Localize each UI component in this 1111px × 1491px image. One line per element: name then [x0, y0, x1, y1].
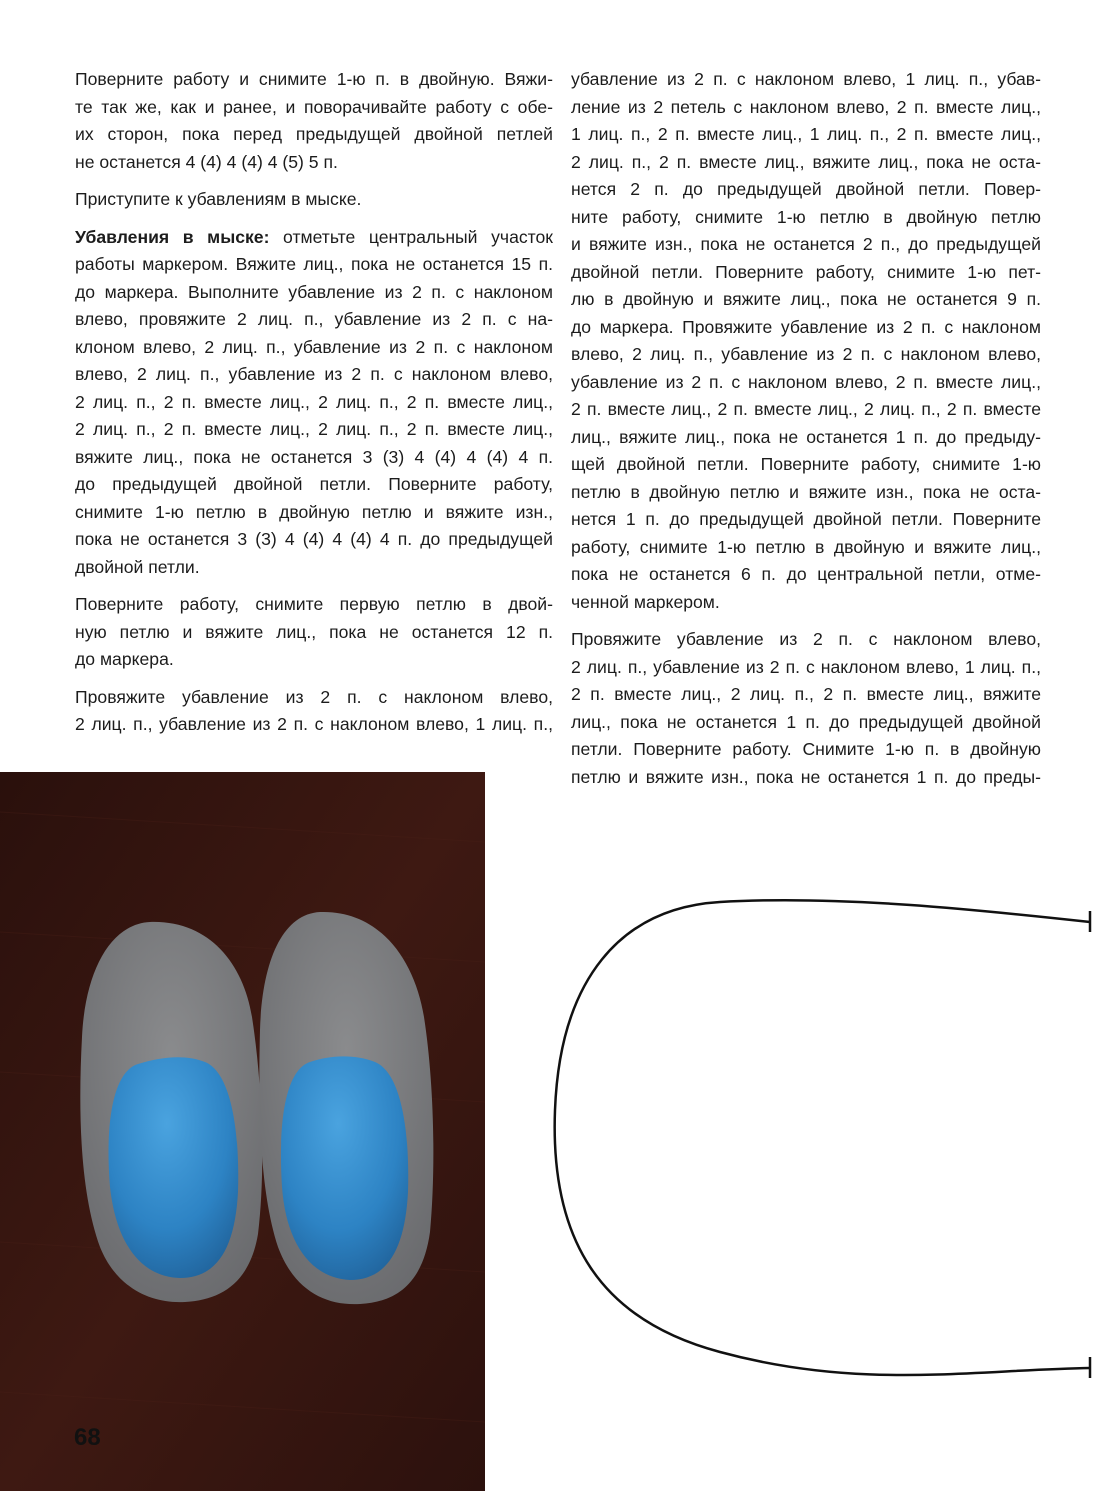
text-line: влево, 2 лиц. п., убавление из 2 п. с наклоном влево,: [571, 344, 1041, 364]
text-line: ните работу, снимите 1-ю петлю в двойную петлю: [571, 206, 1041, 227]
slipper-sole-template: [540, 880, 1100, 1380]
text-line: до маркера.: [75, 649, 174, 669]
text-line: до маркера. Выполните убавление из 2 п. с наклоном: [75, 281, 553, 302]
text-line: нется 1 п. до предыдущей двойной петли. Поверните: [571, 509, 1041, 529]
text-line: убавление из 2 п. с наклоном влево, 1 лиц. п., убав-: [571, 69, 1041, 89]
text-line: работу, снимите 1-ю петлю в двойную и вяжите лиц.,: [571, 536, 1041, 557]
text-fragment: отметьте центральный участок: [269, 226, 553, 247]
right-text-column: [571, 66, 1041, 801]
text-line: Провяжите убавление из 2 п. с наклоном влево,: [75, 686, 553, 707]
page-number: 68: [74, 1424, 101, 1451]
text-line: Поверните работу и снимите 1-ю п. в двойную. Вяжи-: [75, 69, 553, 89]
text-line: Провяжите убавление из 2 п. с наклоном влево,: [571, 629, 1041, 649]
text-line: лиц., пока не останется 1 п. до предыдущей двойной: [571, 711, 1041, 732]
text-line: до маркера. Провяжите убавление из 2 п. с наклоном: [571, 316, 1041, 337]
text-line: Приступите к убавлениям в мыске.: [75, 189, 362, 209]
paragraph: [75, 684, 553, 739]
text-line: двойной петли.: [75, 556, 200, 577]
text-line: влево, 2 лиц. п., убавление из 2 п. с наклоном влево,: [75, 364, 553, 384]
text-line: убавление из 2 п. с наклоном влево, 2 п. вместе лиц.,: [571, 371, 1041, 392]
text-line: до предыдущей двойной петли. Поверните работу,: [75, 474, 553, 494]
text-line: 2 п. вместе лиц., 2 п. вместе лиц., 2 лиц. п., 2 п. вместе: [571, 399, 1041, 419]
slippers-photo: [0, 772, 485, 1491]
text-line: 2 лиц. п., 2 п. вместе лиц., вяжите лиц., пока не оста-: [571, 151, 1041, 172]
text-line: те так же, как и ранее, и поворачивайте работу с обе-: [75, 96, 553, 117]
text-line: петлю и вяжите изн., пока не останется 1 п. до преды-: [571, 766, 1041, 787]
text-line: 2 п. вместе лиц., 2 лиц. п., 2 п. вместе лиц., вяжите: [571, 684, 1041, 704]
paragraph: [571, 66, 1041, 616]
text-line: 2 лиц. п., убавление из 2 п. с наклоном влево, 1 лиц. п.,: [75, 714, 553, 734]
text-line: щей двойной петли. Поверните работу, снимите 1-ю: [571, 454, 1041, 474]
text-line: 2 лиц. п., 2 п. вместе лиц., 2 лиц. п., 2 п. вместе лиц.,: [75, 419, 553, 439]
text-line: 2 лиц. п., убавление из 2 п. с наклоном влево, 1 лиц. п.,: [571, 656, 1041, 677]
paragraph: [75, 224, 553, 582]
paragraph: [75, 66, 553, 176]
left-text-column: [75, 66, 553, 749]
text-line: пока не останется 3 (3) 4 (4) 4 (4) 4 п. до предыдущей: [75, 529, 553, 549]
paragraph: [571, 626, 1041, 791]
text-line: влево, провяжите 2 лиц. п., убавление из 2 п. с на-: [75, 309, 553, 329]
template-outline: [555, 900, 1090, 1375]
text-line: вяжите лиц., пока не останется 3 (3) 4 (4) 4 (4) 4 п.: [75, 446, 553, 467]
text-line: их сторон, пока перед предыдущей двойной петлей: [75, 124, 553, 144]
paragraph: [75, 591, 553, 674]
text-line: пока не останется 6 п. до центральной петли, отме-: [571, 564, 1041, 584]
text-line: [75, 224, 553, 252]
text-line: работы маркером. Вяжите лиц., пока не останется 15 п.: [75, 254, 553, 274]
paragraph: [75, 186, 553, 214]
text-line: ление из 2 петель с наклоном влево, 2 п. вместе лиц.,: [571, 96, 1041, 117]
text-line: нется 2 п. до предыдущей двойной петли. Повер-: [571, 179, 1041, 199]
text-line: ченной маркером.: [571, 591, 720, 612]
text-line: двойной петли. Поверните работу, снимите 1-ю пет-: [571, 261, 1041, 282]
text-line: петли. Поверните работу. Снимите 1-ю п. в двойную: [571, 739, 1041, 759]
text-line: Поверните работу, снимите первую петлю в двой-: [75, 594, 553, 614]
text-line: 2 лиц. п., 2 п. вместе лиц., 2 лиц. п., 2 п. вместе лиц.,: [75, 391, 553, 412]
text-line: петлю в двойную петлю и вяжите изн., пока не оста-: [571, 481, 1041, 502]
text-line: не останется 4 (4) 4 (4) 4 (5) 5 п.: [75, 151, 338, 172]
text-line: ную петлю и вяжите лиц., пока не останется 12 п.: [75, 621, 553, 642]
text-line: снимите 1-ю петлю в двойную петлю и вяжите изн.,: [75, 501, 553, 522]
left-slipper: [80, 922, 262, 1302]
section-heading: Убавления в мыске:: [75, 226, 270, 247]
right-slipper: [259, 912, 433, 1304]
text-line: 1 лиц. п., 2 п. вместе лиц., 1 лиц. п., 2 п. вместе лиц.,: [571, 124, 1041, 144]
text-line: лиц., вяжите лиц., пока не останется 1 п. до предыду-: [571, 426, 1041, 447]
text-line: и вяжите изн., пока не останется 2 п., до предыдущей: [571, 234, 1041, 254]
text-line: лю в двойную и вяжите лиц., пока не останется 9 п.: [571, 289, 1041, 309]
text-line: клоном влево, 2 лиц. п., убавление из 2 п. с наклоном: [75, 336, 553, 357]
